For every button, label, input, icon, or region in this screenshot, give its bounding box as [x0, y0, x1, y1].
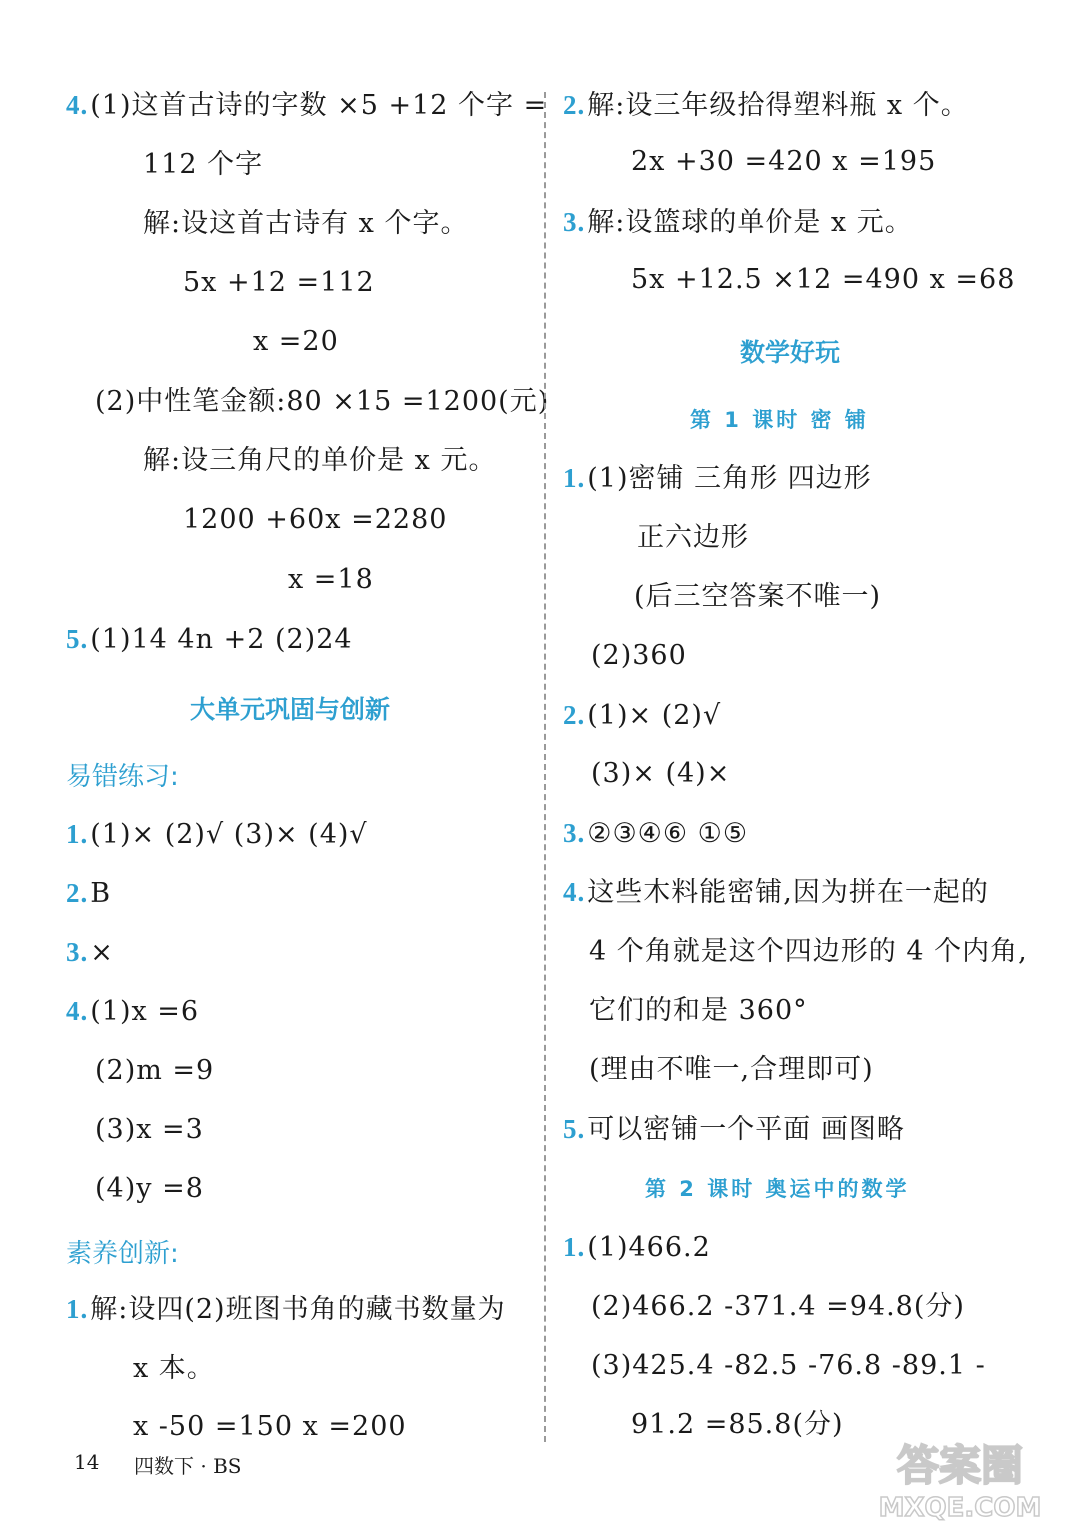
innovation-question-1 [66, 1292, 506, 1327]
question-4-line-1 [66, 88, 547, 123]
category-label: 易错练习: [66, 762, 179, 792]
page-number: 14 [74, 1450, 100, 1474]
olympics-question-1-part-3-cont: 91.2 =85.8(分) [631, 1409, 844, 1440]
error-question-2 [66, 876, 111, 911]
equation: 1200 +60x =2280 [183, 504, 448, 535]
olympics-question-1 [563, 1230, 711, 1265]
tiling-question-4-note: (理由不唯一,合理即可) [589, 1054, 874, 1085]
error-question-4-part-3: (3)x =3 [95, 1114, 204, 1145]
question-number: 3. [66, 937, 89, 967]
question-number: 5. [563, 1114, 586, 1144]
error-question-4-part-2: (2)m =9 [95, 1055, 215, 1086]
question-text: 解:设篮球的单价是 x 元。 [587, 207, 913, 238]
question-number: 4. [563, 877, 586, 907]
question-text: (1)× (2)√ (3)× (4)√ [90, 819, 368, 850]
question-number: 4. [66, 996, 89, 1026]
question-number: 1. [563, 1232, 586, 1262]
watermark-url: MXQE.COM [878, 1493, 1042, 1523]
question-number: 3. [563, 818, 586, 848]
question-text: 这些木料能密铺,因为拼在一起的 [587, 877, 989, 908]
lesson-title: 第 2 课时 奥运中的数学 [645, 1177, 910, 1201]
equation: 5x +12.5 ×12 =490 x =68 [631, 264, 1016, 295]
question-number: 2. [66, 878, 89, 908]
section-title: 大单元巩固与创新 [190, 695, 391, 724]
question-number: 1. [66, 819, 89, 849]
tiling-question-4 [563, 875, 989, 910]
question-number: 1. [66, 1294, 89, 1324]
question-3 [563, 205, 913, 240]
column-divider [544, 92, 546, 1442]
question-text: (1)466.2 [587, 1232, 711, 1263]
equation: 5x +12 =112 [183, 267, 375, 298]
question-5 [66, 622, 353, 657]
category-label: 素养创新: [66, 1239, 179, 1269]
question-number: 2. [563, 90, 586, 120]
question-number: 1. [563, 463, 586, 493]
question-4-line-3: 解:设这首古诗有 x 个字。 [143, 208, 469, 239]
tiling-question-5 [563, 1112, 905, 1147]
section-title: 数学好玩 [740, 338, 841, 367]
tiling-question-4-line-2: 4 个角就是这个四边形的 4 个内角, [589, 936, 1028, 967]
question-4-line-2: 112 个字 [143, 149, 264, 180]
tiling-question-1-part-2: (2)360 [591, 640, 687, 671]
question-4-part-2: (2)中性笔金额:80 ×15 =1200(元) [95, 386, 550, 417]
olympics-question-1-part-3: (3)425.4 -82.5 -76.8 -89.1 - [591, 1350, 986, 1381]
lesson-title: 第 1 课时 密 铺 [690, 408, 869, 432]
book-label: 四数下 · BS [134, 1454, 242, 1478]
question-text: (1)密铺 三角形 四边形 [587, 463, 872, 494]
question-number: 5. [66, 624, 89, 654]
error-question-1 [66, 817, 368, 852]
tiling-question-1-note: (后三空答案不唯一) [634, 581, 882, 612]
solution-setup: 解:设三角尺的单价是 x 元。 [143, 445, 497, 476]
question-text: B [90, 878, 112, 909]
tiling-question-3 [563, 816, 748, 851]
question-text: (1)14 4n +2 (2)24 [90, 624, 353, 655]
watermark-icon [865, 1434, 1055, 1526]
tiling-question-2 [563, 698, 721, 733]
innovation-question-1-line-2: x 本。 [133, 1353, 215, 1384]
equation-result: x =18 [288, 564, 374, 595]
equation: 2x +30 =420 x =195 [631, 146, 937, 177]
question-text: 解:设四(2)班图书角的藏书数量为 [90, 1294, 506, 1325]
question-number: 4. [66, 90, 89, 120]
tiling-question-4-line-3: 它们的和是 360° [589, 995, 808, 1026]
watermark-logo [865, 1434, 1055, 1526]
error-question-4-part-4: (4)y =8 [95, 1173, 204, 1204]
question-text: ②③④⑥ ①⑤ [587, 818, 749, 849]
question-text: (1)x =6 [90, 996, 200, 1027]
equation-result: x =20 [253, 326, 339, 357]
question-2 [563, 88, 969, 123]
olympics-question-1-part-2: (2)466.2 -371.4 =94.8(分) [591, 1291, 965, 1322]
question-text: × [90, 937, 114, 968]
error-question-3 [66, 935, 114, 970]
question-text: (1)× (2)√ [587, 700, 722, 731]
question-number: 2. [563, 700, 586, 730]
question-number: 3. [563, 207, 586, 237]
watermark-text: 答案圈 [896, 1441, 1024, 1490]
question-text: (1)这首古诗的字数 ×5 +12 个字 = [90, 90, 548, 121]
equation: x -50 =150 x =200 [133, 1411, 407, 1442]
tiling-question-1-line-2: 正六边形 [637, 522, 749, 553]
question-text: 解:设三年级拾得塑料瓶 x 个。 [587, 90, 969, 121]
tiling-question-2-line-2: (3)× (4)× [591, 758, 731, 789]
tiling-question-1 [563, 461, 872, 496]
question-text: 可以密铺一个平面 画图略 [587, 1114, 905, 1145]
error-question-4 [66, 994, 199, 1029]
